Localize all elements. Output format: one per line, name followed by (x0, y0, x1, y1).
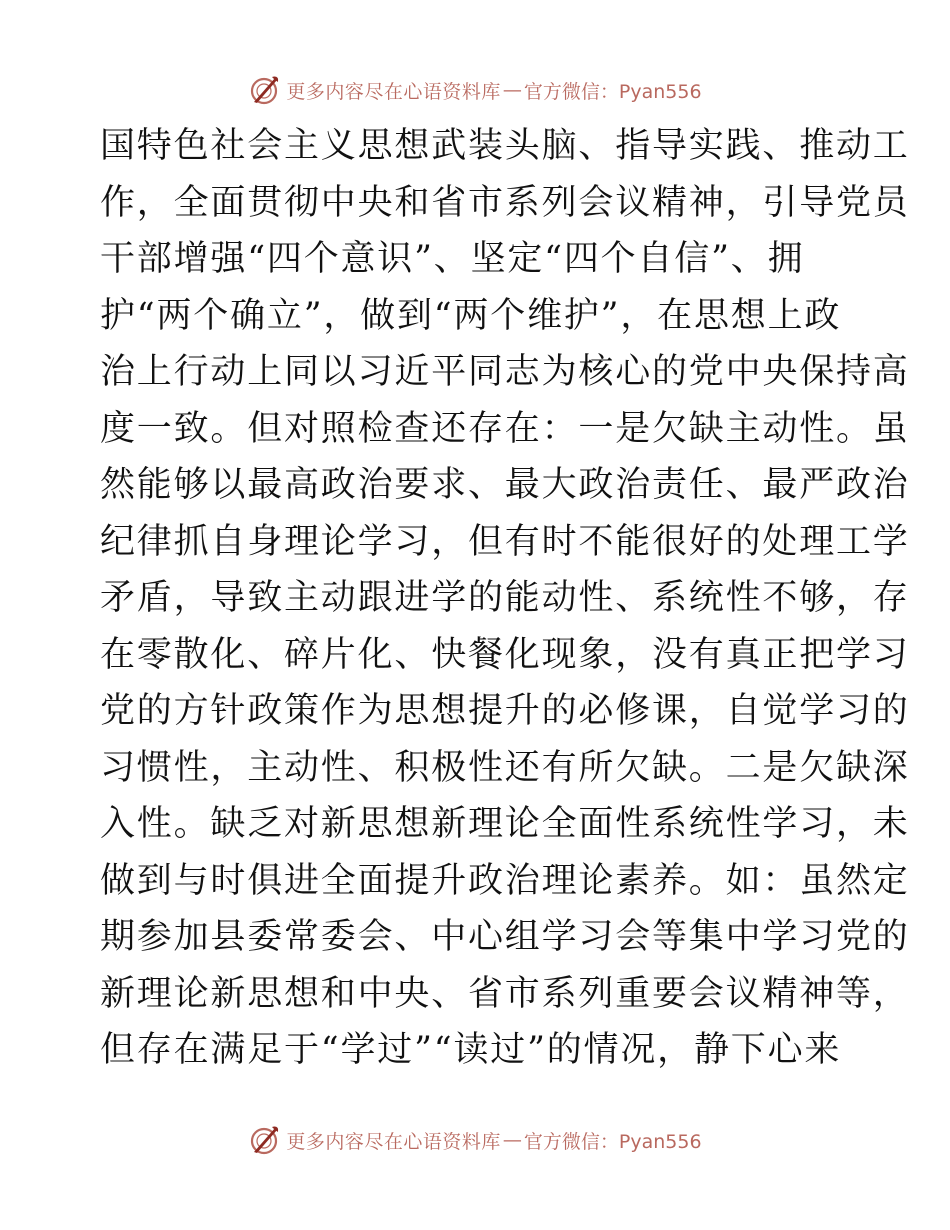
text-line: 党的方针政策作为思想提升的必修课，自觉学习的 (100, 691, 910, 731)
text-line: 国特色社会主义思想武装头脑、指导实践、推动工 (100, 126, 910, 166)
text-line: 纪律抓自身理论学习，但有时不能很好的处理工学 (100, 521, 910, 562)
text-line: 度一致。但对照检查还存在：一是欠缺主动性。虽 (100, 408, 910, 449)
text-line: 但存在满足于“学过”“读过”的情况，静下心来 (100, 1030, 842, 1070)
footer-watermark (0, 1120, 950, 1160)
text-line: 新理论新思想和中央、省市系列重要会议精神等， (100, 973, 910, 1014)
header-contact-text: 官方微信：Pyan556 (523, 80, 702, 103)
text-line: 入性。缺乏对新思想新理论全面性系统性学习，未 (100, 804, 910, 844)
text-line: 然能够以最高政治要求、最大政治责任、最严政治 (100, 465, 910, 505)
header-separator: — (502, 79, 522, 101)
header-watermark (0, 70, 950, 110)
text-line: 期参加县委常委会、中心组学习会等集中学习党的 (100, 917, 910, 957)
text-line: 矛盾，导致主动跟进学的能动性、系统性不够，存 (100, 578, 910, 618)
text-line: 治上行动上同以习近平同志为核心的党中央保持高 (100, 352, 910, 392)
text-line: 做到与时俱进全面提升政治理论素养。如：虽然定 (100, 860, 910, 901)
quill-pen-logo-icon (248, 1124, 280, 1156)
header-brand-text: 更多内容尽在心语资料库 (286, 80, 501, 103)
text-line: 在零散化、碎片化、快餐化现象，没有真正把学习 (100, 634, 910, 675)
footer-contact-text: 官方微信：Pyan556 (523, 1130, 702, 1153)
footer-brand-text: 更多内容尽在心语资料库 (286, 1130, 501, 1153)
text-line: 护“两个确立”，做到“两个维护”，在思想上政 (100, 295, 842, 336)
footer-separator: — (502, 1129, 522, 1151)
text-line: 作，全面贯彻中央和省市系列会议精神，引导党员 (100, 182, 910, 223)
quill-pen-logo-icon (248, 74, 280, 106)
text-line: 干部增强“四个意识”、坚定“四个自信”、拥 (100, 239, 805, 279)
document-body (100, 118, 910, 1079)
text-line: 习惯性，主动性、积极性还有所欠缺。二是欠缺深 (100, 747, 910, 788)
